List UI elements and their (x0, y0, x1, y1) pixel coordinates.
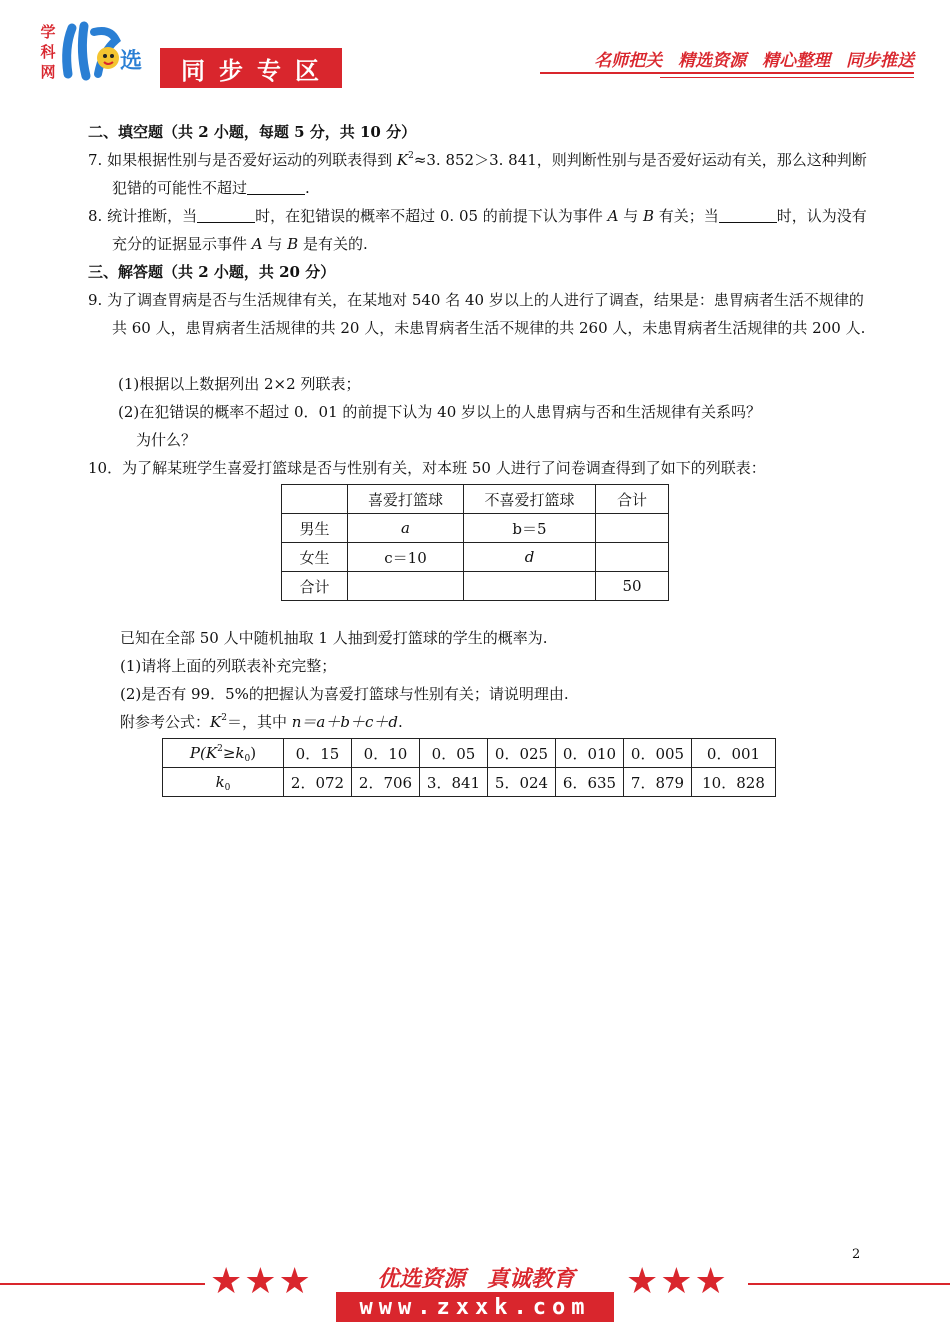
footer-slogan: 优选资源 真诚教育 (377, 1267, 575, 1292)
table-cell (348, 572, 464, 601)
table-cell: 0．005 (624, 739, 692, 768)
table-cell: 0．025 (488, 739, 556, 768)
table-cell: 0．10 (352, 739, 420, 768)
table-row (282, 514, 669, 543)
footer-rule-right (748, 1283, 950, 1285)
question-10-part-1: (1)请将上面的列联表补充完整； (120, 657, 337, 675)
logo-char-1: 学 (40, 23, 56, 41)
header-rule-thin (660, 77, 914, 78)
logo-mark-icon (58, 18, 124, 84)
table-label-cell: $P(K^2\ge k_0)$ (163, 739, 284, 768)
question-9-part-1: (1)根据以上数据列出 2×2 列联表； (118, 375, 361, 393)
contingency-table (281, 484, 669, 601)
question-10-note: 已知在全部 50 人中随机抽取 1 人抽到爱打篮球的学生的概率为. (120, 629, 548, 647)
question-9: 9. 为了调查胃病是否与生活规律有关，在某地对 540 名 40 岁以上的人进行了调查，结果是：患胃病者生活不规律的共 60 人，患胃病者生活规律的共 20 人，未患胃病者生活不规律的共 260 人，未患胃病者生活规律的共 200 人. (88, 291, 866, 337)
table-row (282, 485, 669, 514)
table-header-cell: 不喜爱打篮球 (464, 485, 596, 514)
question-7: 7. 如果根据性别与是否爱好运动的列联表得到 $K^2\approx 3$. 852＞3. 841，则判断性别与是否爱好运动有关，那么这种判断犯错的可能性不超过 . (88, 151, 867, 197)
page-number: 2 (852, 1247, 861, 1262)
table-cell (282, 485, 348, 514)
section2-title: 二、填空题（共 2 小题，每题 5 分，共 10 分） (88, 123, 417, 141)
footer-url[interactable]: www.zxxk.com (359, 1294, 591, 1320)
site-logo[interactable] (38, 18, 156, 90)
question-9-part-2: (2)在犯错误的概率不超过 0．01 的前提下认为 40 岁以上的人患胃病与否和生活规律有关系吗？ (118, 403, 762, 421)
logo-char-3: 网 (40, 63, 56, 81)
table-row (282, 543, 669, 572)
table-cell: 合计 (282, 572, 348, 601)
table-label-cell: $k_0$ (163, 768, 284, 797)
table-cell: 6．635 (556, 768, 624, 797)
answer-blank[interactable] (197, 208, 255, 223)
table-cell: 2．072 (284, 768, 352, 797)
table-cell: 10．828 (692, 768, 776, 797)
sync-zone-label: 同步专区 (181, 56, 333, 85)
question-9-part-2-cont: 为什么？ (136, 431, 197, 449)
footer-rule-left (0, 1283, 205, 1285)
section3-title: 三、解答题（共 2 小题，共 20 分） (88, 263, 336, 281)
table-cell: 3．841 (420, 768, 488, 797)
question-10: 10．为了解某班学生喜爱打篮球是否与性别有关，对本班 50 人进行了问卷调查得到了如下的列联表： (88, 459, 766, 477)
table-cell (596, 543, 669, 572)
table-cell: 2．706 (352, 768, 420, 797)
question-8: 8. 统计推断，当 时，在犯错误的概率不超过 0. 05 的前提下认为事件 A 与 B 有关；当 时，认为没有充分的证据显示事件 A 与 B 是有关的. (88, 207, 867, 253)
table-row (163, 739, 776, 768)
logo-side-text (38, 22, 58, 82)
table-cell: 7．879 (624, 768, 692, 797)
logo-char-2: 科 (40, 43, 56, 61)
stars-icon: ★★★ (210, 1261, 313, 1302)
stars-icon: ★★★ (626, 1261, 729, 1302)
formula-line: 附参考公式：$K^2=$，其中 n＝a＋b＋c＋d. (120, 713, 403, 731)
table-cell: 0．15 (284, 739, 352, 768)
footer-url-banner[interactable] (336, 1292, 614, 1322)
table-row (163, 768, 776, 797)
header-rule (540, 72, 914, 74)
table-header-cell: 喜爱打篮球 (348, 485, 464, 514)
table-cell: 50 (596, 572, 669, 601)
table-row (282, 572, 669, 601)
table-cell (596, 514, 669, 543)
table-cell: 0．001 (692, 739, 776, 768)
table-cell: 0．05 (420, 739, 488, 768)
exercise-content (88, 118, 868, 736)
answer-blank[interactable] (247, 180, 305, 195)
sync-zone-banner (160, 48, 342, 88)
table-cell: d (464, 543, 596, 572)
table-cell: 男生 (282, 514, 348, 543)
table-cell: 5．024 (488, 768, 556, 797)
question-10-part-2: (2)是否有 99．5%的把握认为喜爱打篮球与性别有关；请说明理由. (120, 685, 569, 703)
critical-value-table (162, 738, 776, 797)
table-cell: a (348, 514, 464, 543)
logo-tail-text: 选 (120, 49, 143, 74)
table-cell: b＝5 (464, 514, 596, 543)
table-header-cell: 合计 (596, 485, 669, 514)
answer-blank[interactable] (719, 208, 777, 223)
table-cell (464, 572, 596, 601)
table-cell: 女生 (282, 543, 348, 572)
header-slogan: 名师把关 精选资源 精心整理 同步推送 (594, 51, 914, 71)
table-cell: 0．010 (556, 739, 624, 768)
table-cell: c＝10 (348, 543, 464, 572)
